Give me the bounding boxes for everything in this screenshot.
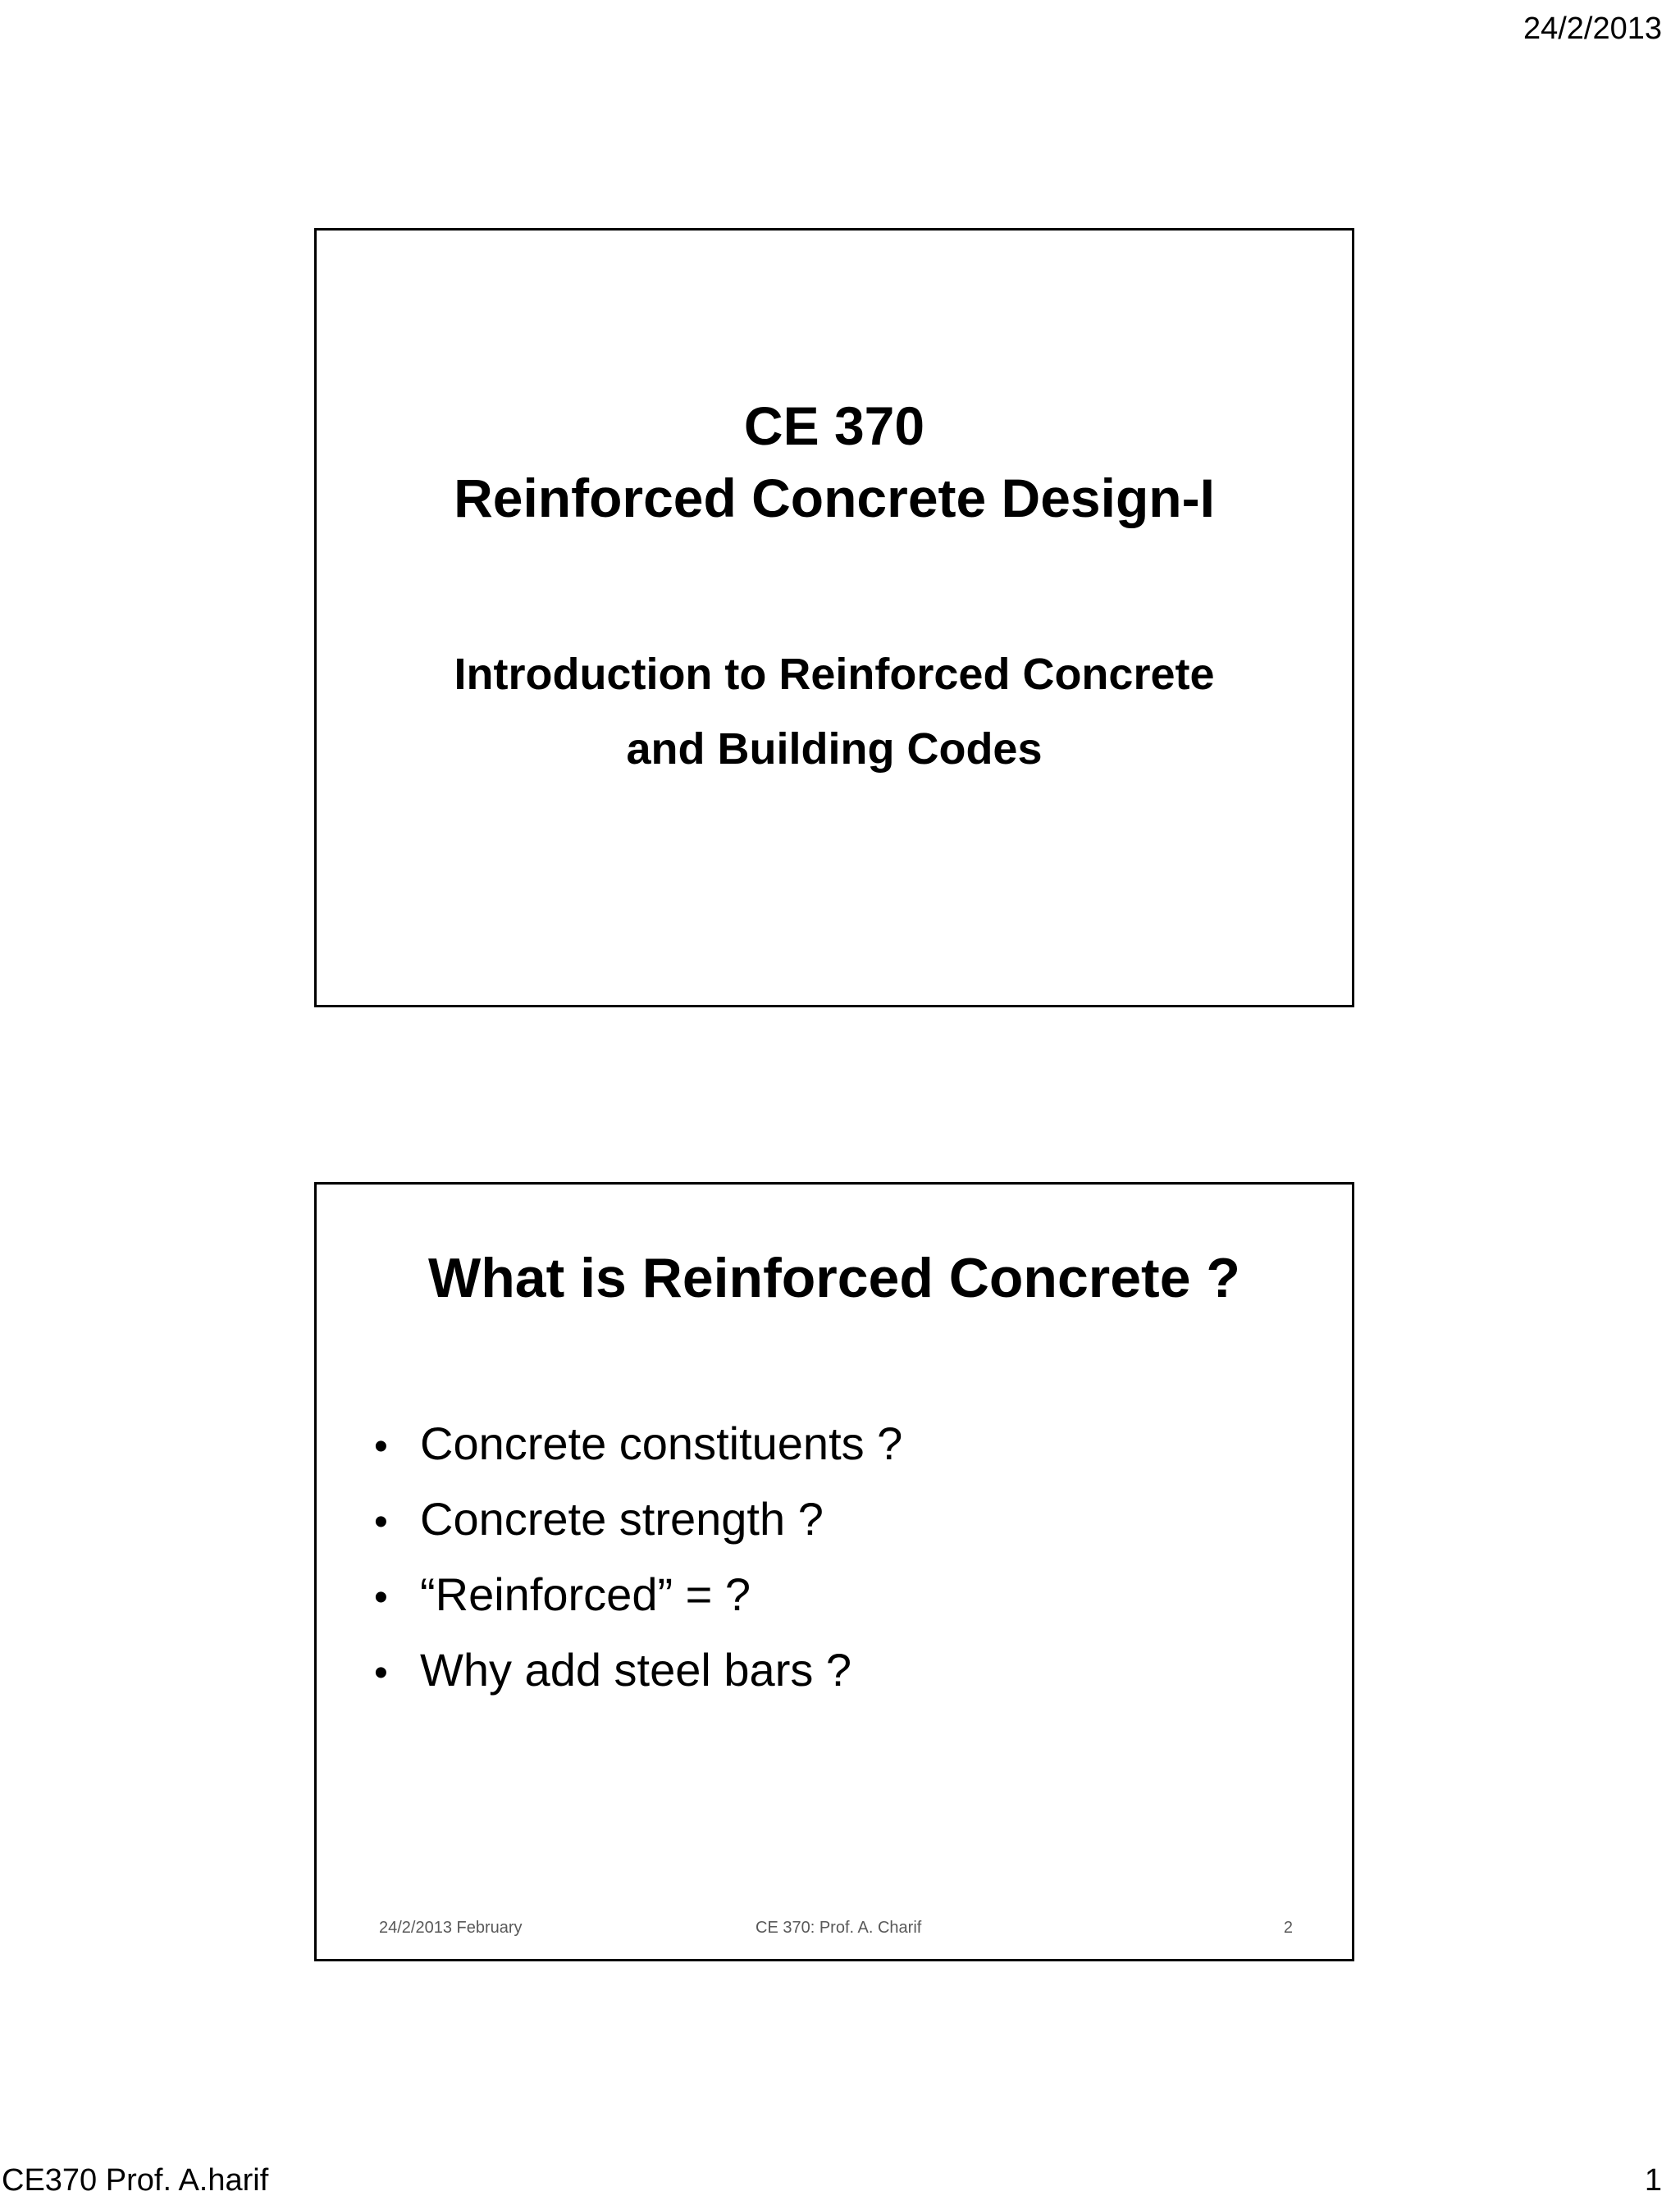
bullet-text: “Reinforced” = ? [420,1568,751,1620]
bullet-text: Concrete constituents ? [420,1418,903,1469]
slide-title [314,228,1354,1007]
course-title: Reinforced Concrete Design-I [454,468,1215,528]
slide-what-is-rc [314,1182,1354,1961]
bullet-icon: • [374,1651,388,1695]
slide-footer-number: 2 [1283,1919,1293,1937]
bullet-list [374,1406,902,1708]
subtitle-line-2: and Building Codes [626,724,1043,774]
slide-footer-course: CE 370: Prof. A. Charif [756,1919,922,1937]
bullet-item [374,1481,902,1557]
page-date: 24/2/2013 [1522,11,1662,46]
page-number: 1 [1644,2163,1662,2198]
bullet-text: Concrete strength ? [420,1493,824,1545]
bullet-icon: • [374,1576,388,1619]
slide-heading: What is Reinforced Concrete ? [428,1247,1240,1309]
course-code: CE 370 [743,395,925,456]
bullet-item [374,1406,902,1481]
slide-footer-date: 24/2/2013 February [379,1919,523,1937]
page-footer-author: CE370 Prof. A.harif [2,2163,269,2198]
bullet-item [374,1557,902,1632]
bullet-item [374,1632,902,1708]
bullet-icon: • [374,1425,388,1468]
bullet-text: Why add steel bars ? [420,1644,852,1696]
subtitle-line-1: Introduction to Reinforced Concrete [454,650,1215,699]
bullet-icon: • [374,1500,388,1544]
